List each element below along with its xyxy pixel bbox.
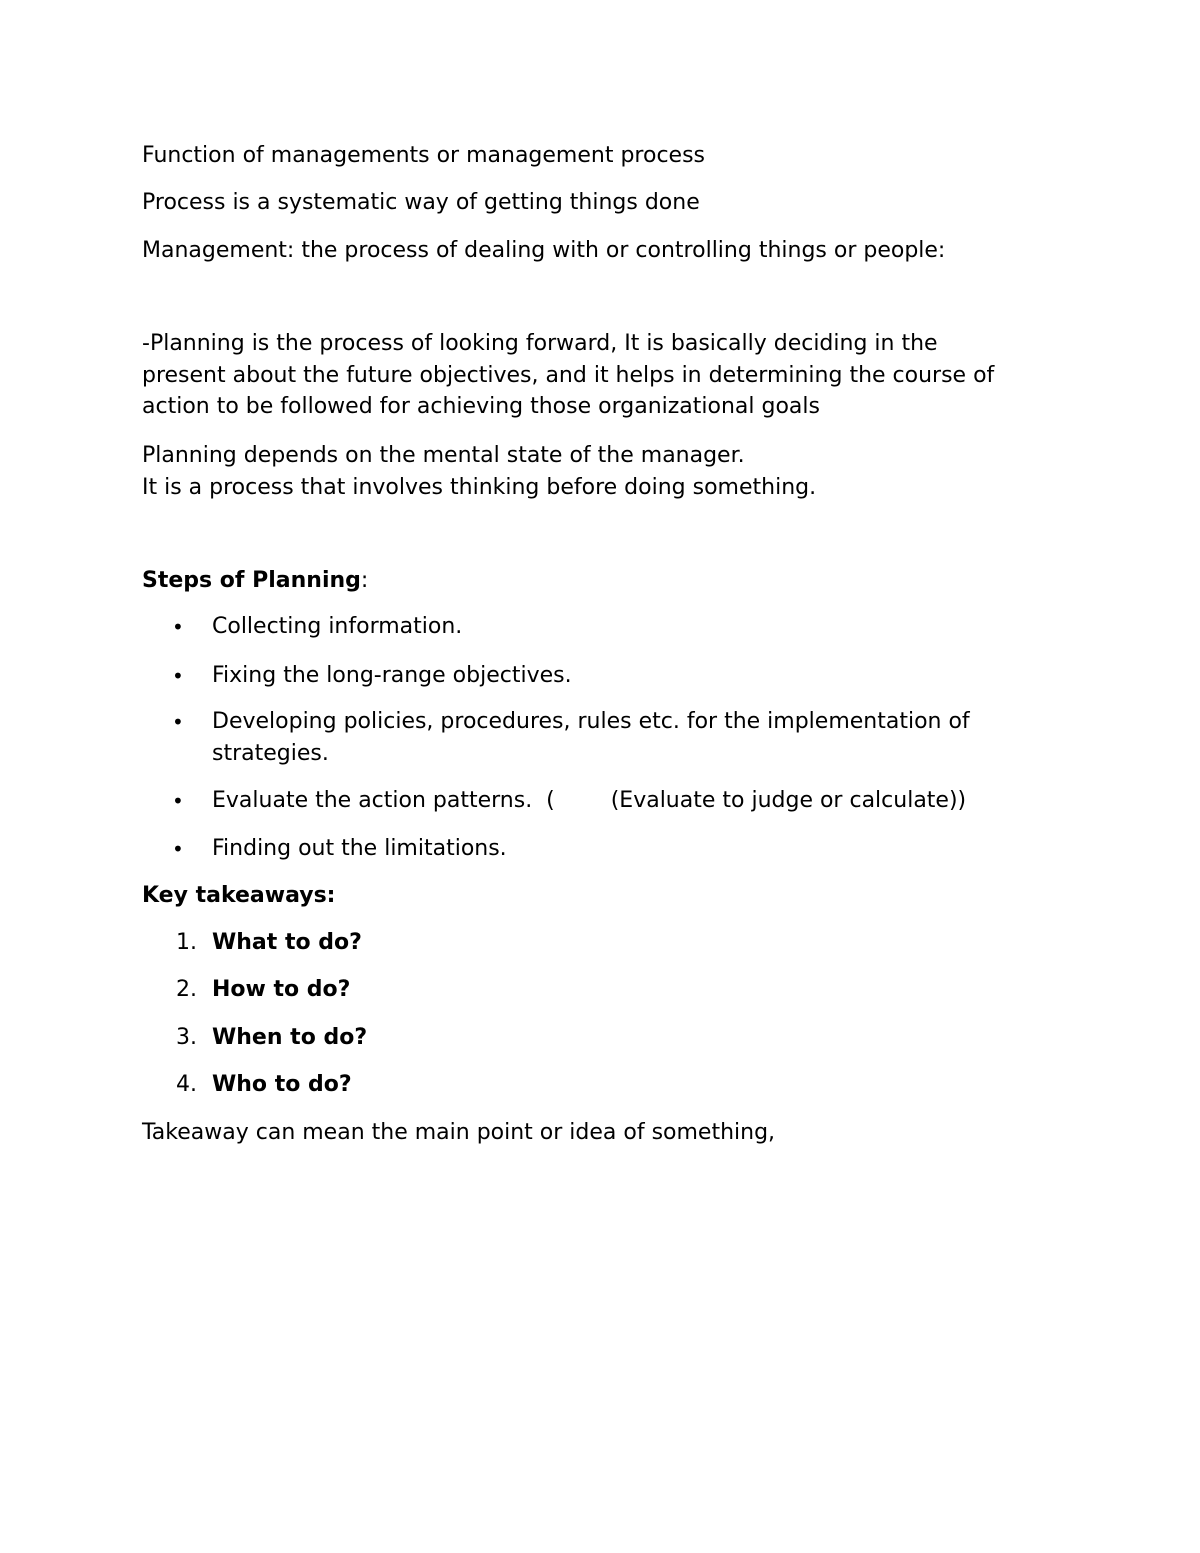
planning-mental-paragraph bbox=[142, 440, 1082, 503]
doc-title-line: Function of managements or management process bbox=[142, 143, 705, 168]
list-item-line: strategies. bbox=[212, 741, 329, 766]
list-number: 1. bbox=[176, 930, 197, 955]
process-definition: Process is a systematic way of getting things done bbox=[142, 190, 700, 215]
planning-paragraph-line: action to be followed for achieving those organizational goals bbox=[142, 394, 820, 419]
closing-line: Takeaway can mean the main point or idea of something, bbox=[142, 1120, 776, 1145]
list-number: 2. bbox=[176, 977, 197, 1002]
steps-heading bbox=[142, 565, 368, 597]
takeaways-heading: Key takeaways: bbox=[142, 883, 336, 908]
planning-mental-line: Planning depends on the mental state of the manager. bbox=[142, 443, 745, 468]
planning-mental-line: It is a process that involves thinking before doing something. bbox=[142, 474, 817, 500]
bullet-icon: • bbox=[172, 837, 184, 861]
bullet-icon: • bbox=[172, 789, 184, 813]
list-item: Collecting information. bbox=[212, 614, 463, 639]
list-item-line: Developing policies, procedures, rules etc. for the implementation of bbox=[212, 709, 970, 734]
takeaway-item: When to do? bbox=[212, 1025, 368, 1050]
takeaway-item: Who to do? bbox=[212, 1072, 352, 1097]
steps-heading-text: Steps of Planning bbox=[142, 568, 361, 593]
bullet-icon: • bbox=[172, 615, 184, 639]
bullet-icon: • bbox=[172, 664, 184, 688]
steps-heading-colon: : bbox=[360, 568, 369, 593]
takeaway-item: How to do? bbox=[212, 977, 351, 1002]
list-item: Fixing the long-range objectives. bbox=[212, 663, 572, 688]
takeaway-item: What to do? bbox=[212, 930, 362, 955]
planning-paragraph bbox=[142, 328, 1082, 423]
planning-paragraph-line: present about the future objectives, and it helps in determining the course of bbox=[142, 362, 995, 388]
bullet-icon: • bbox=[172, 710, 184, 734]
list-number: 3. bbox=[176, 1025, 197, 1050]
list-number: 4. bbox=[176, 1072, 197, 1097]
list-item: Evaluate the action patterns. ( (Evaluate to judge or calculate)) bbox=[212, 788, 967, 813]
planning-paragraph-line: -Planning is the process of looking forward, It is basically deciding in the bbox=[142, 331, 938, 356]
list-item: Finding out the limitations. bbox=[212, 836, 507, 861]
list-item bbox=[212, 706, 970, 770]
management-definition: Management: the process of dealing with or controlling things or people: bbox=[142, 238, 946, 263]
